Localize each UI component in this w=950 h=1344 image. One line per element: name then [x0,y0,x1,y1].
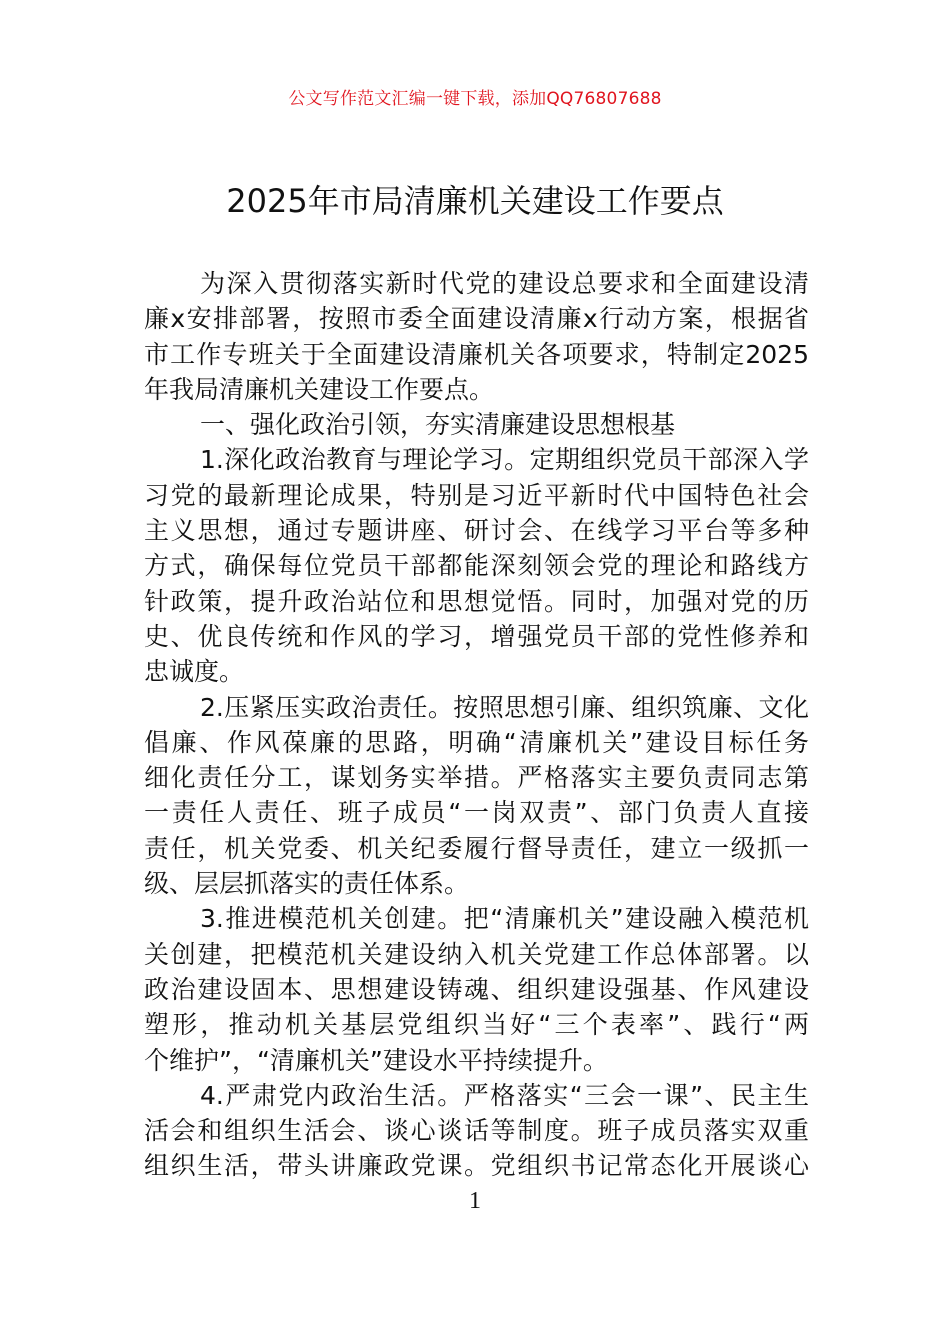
text-line: 廉x安排部署，按照市委全面建设清廉x行动方案，根据省 [144,304,809,334]
text-line: 塑形，推动机关基层党组织当好“三个表率”、践行“两 [144,1010,809,1040]
text-line: 1.深化政治教育与理论学习。定期组织党员干部深入学 [200,445,809,475]
text-line: 习党的最新理论成果，特别是习近平新时代中国特色社会 [144,480,809,510]
watermark-banner: 公文写作范文汇编一键下载，添加QQ76807688 [288,89,662,109]
page-number: 1 [469,1188,481,1214]
text-line: 市工作专班关于全面建设清廉机关各项要求，特制定2025 [144,339,809,369]
paragraph-item-2 [144,690,809,902]
text-line: 年我局清廉机关建设工作要点。 [144,374,495,404]
text-line: 3.推进模范机关创建。把“清廉机关”建设融入模范机 [200,904,809,934]
text-line: 责任，机关党委、机关纪委履行督导责任，建立一级抓一 [144,833,809,863]
paragraph-item-4 [144,1078,809,1184]
text-line: 为深入贯彻落实新时代党的建设总要求和全面建设清 [200,269,809,298]
paragraph-item-1 [144,442,809,689]
text-line: 史、优良传统和作风的学习，增强党员干部的党性修养和 [144,621,809,651]
text-line: 一责任人责任、班子成员“一岗双责”、部门负责人直接 [144,798,809,828]
text-line: 2.压紧压实政治责任。按照思想引廉、组织筑廉、文化 [200,692,809,722]
text-line: 主义思想，通过专题讲座、研讨会、在线学习平台等多种 [144,516,809,546]
paragraph-item-3 [144,901,809,1077]
text-line: 细化责任分工，谋划务实举措。严格落实主要负责同志第 [144,763,809,793]
text-line: 倡廉、作风葆廉的思路，明确“清廉机关”建设目标任务 [144,727,809,757]
text-line: 级、层层抓落实的责任体系。 [144,869,470,899]
text-line: 组织生活，带头讲廉政党课。党组织书记常态化开展谈心 [144,1151,809,1181]
text-line: 活会和组织生活会、谈心谈话等制度。班子成员落实双重 [144,1116,809,1146]
text-line: 关创建，把模范机关建设纳入机关党建工作总体部署。以 [144,939,809,969]
text-line: 方式，确保每位党员干部都能深刻领会党的理论和路线方 [144,551,809,581]
document-body [144,266,809,1184]
section-heading-1 [144,407,809,442]
text-line: 政治建设固本、思想建设铸魂、组织建设强基、作风建设 [144,974,809,1004]
text-line: 个维护”，“清廉机关”建设水平持续提升。 [144,1045,608,1075]
text-line: 忠诚度。 [144,657,245,687]
document-title: 2025年市局清廉机关建设工作要点 [226,182,724,220]
text-line: 针政策，提升政治站位和思想觉悟。同时，加强对党的历 [144,586,809,616]
section-heading-text: 一、强化政治引领，夯实清廉建设思想根基 [200,410,676,440]
text-line: 4.严肃党内政治生活。严格落实“三会一课”、民主生 [200,1080,809,1110]
paragraph-intro [144,266,809,407]
